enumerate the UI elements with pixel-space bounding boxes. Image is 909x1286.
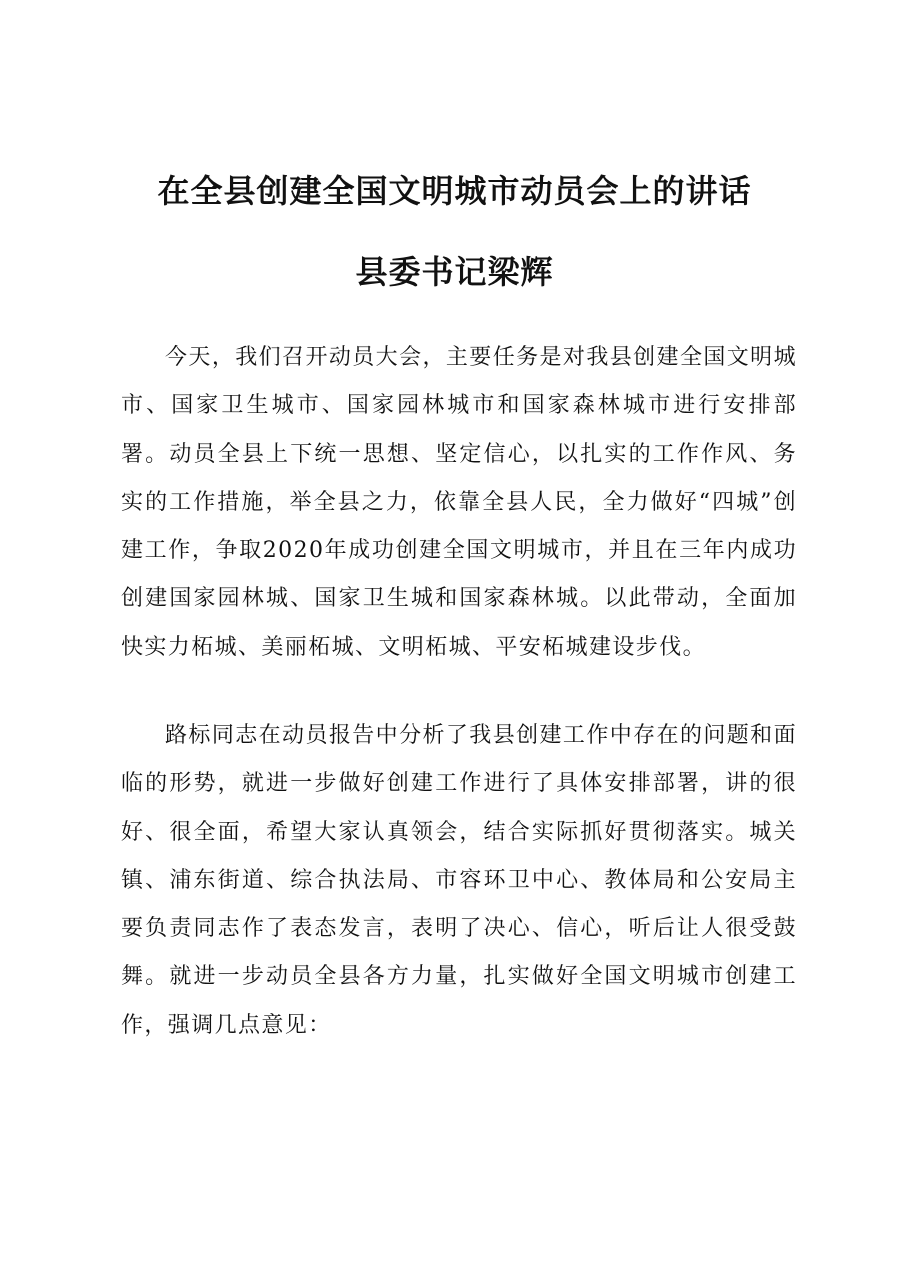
document-author: 县委书记梁辉 xyxy=(355,253,554,291)
paragraph: 路标同志在动员报告中分析了我县创建工作中存在的问题和面临的形势，就进一步做好创建工作进行了具体安排部署，讲的很好、很全面，希望大家认真领会，结合实际抓好贯彻落实。城关镇、浦东街道、综合执法局、市容环卫中心、教体局和公安局主要负责同志作了表态发言，表明了决心、信心，听后让人很受鼓舞。就进一步动员全县各方力量，扎实做好全国文明城市创建工作，强调几点意见： xyxy=(121,723,797,1038)
document-title: 在全县创建全国文明城市动员会上的讲话 xyxy=(157,172,752,210)
paragraph: 今天，我们召开动员大会，主要任务是对我县创建全国文明城市、国家卫生城市、国家园林城市和国家森林城市进行安排部署。动员全县上下统一思想、坚定信心，以扎实的工作作风、务实的工作措施，举全县之力，依靠全县人民，全力做好“四城”创建工作，争取2020年成功创建全国文明城市，并且在三年内成功创建国家园林城、国家卫生城和国家森林城。以此带动，全面加快实力柘城、美丽柘城、文明柘城、平安柘城建设步伐。 xyxy=(121,345,797,660)
